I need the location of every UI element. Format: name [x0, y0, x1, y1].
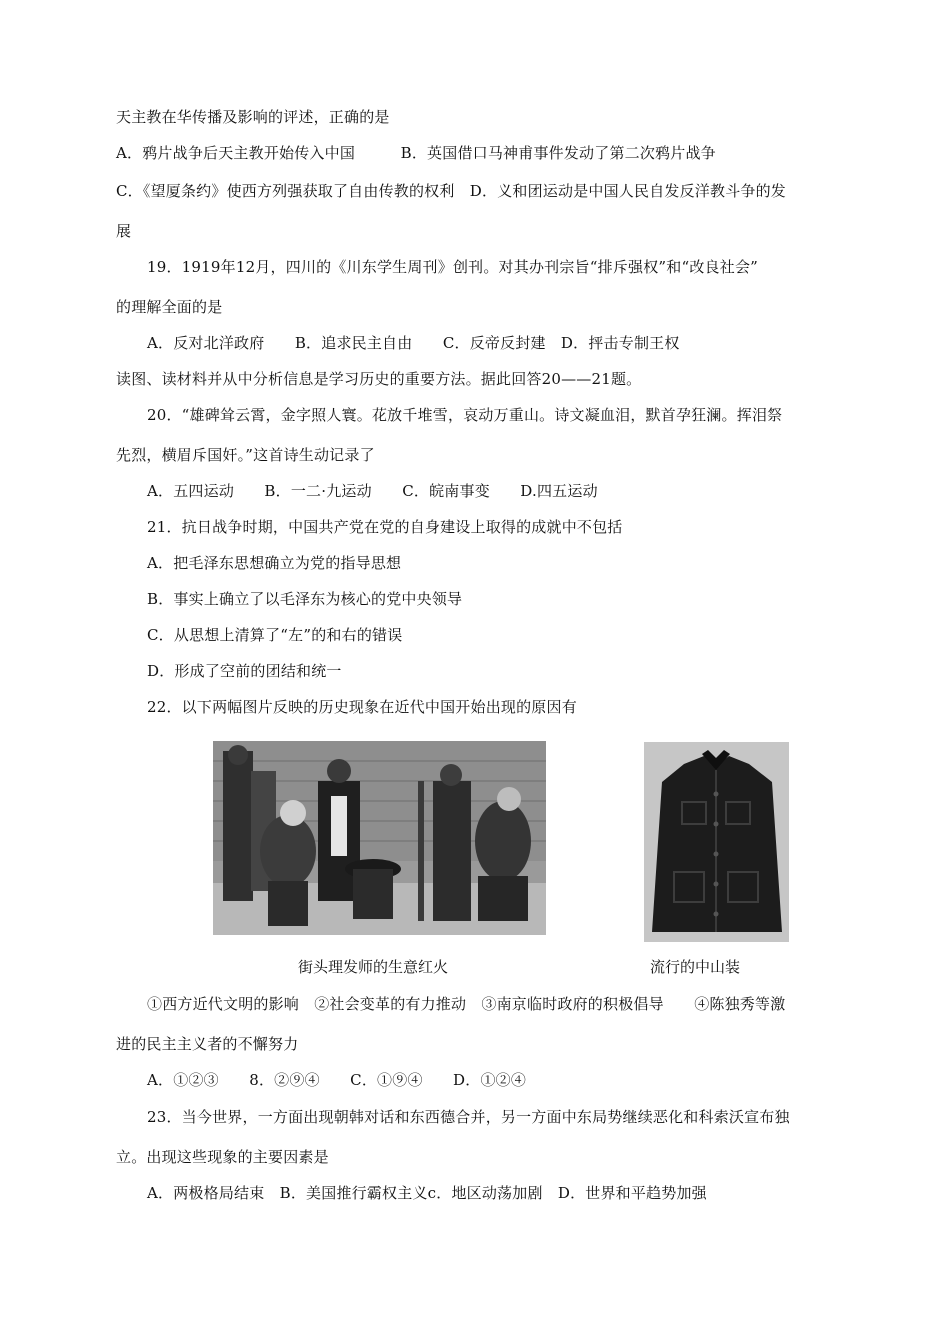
q18-options-cd-cont: 展: [116, 222, 132, 240]
q22-options: A．①②③ 8．②⑨④ C．①⑨④ D．①②④: [147, 1071, 527, 1089]
q19-stem: 19．1919年12月，四川的《川东学生周刊》创刊。对其办刊宗旨“排斥强权”和“改良社会”: [147, 258, 759, 276]
q22-stem: 22．以下两幅图片反映的历史现象在近代中国开始出现的原因有: [147, 698, 577, 716]
q18-stem: 天主教在华传播及影响的评述，正确的是: [116, 108, 390, 126]
zhongshan-suit-photo: [644, 742, 789, 942]
q19-stem-cont: 的理解全面的是: [116, 298, 223, 316]
q21-option-b: B．事实上确立了以毛泽东为核心的党中央领导: [147, 590, 463, 608]
q19-options: A．反对北洋政府 B．追求民主自由 C．反帝反封建 D．抨击专制王权: [147, 334, 680, 352]
q18-options-cd: C．《望厦条约》使西方列强获取了自由传教的权利 D．义和团运动是中国人民自发反洋教斗争的发: [116, 182, 787, 200]
section-intro: 读图、读材料并从中分析信息是学习历史的重要方法。据此回答20——21题。: [116, 370, 642, 388]
q20-stem: 20．“雄碑耸云霄，金字照人寰。花放千堆雪，哀动万重山。诗文凝血泪，默首孕狂澜。挥泪祭: [147, 406, 783, 424]
q22-reasons-cont: 进的民主主义者的不懈努力: [116, 1035, 299, 1053]
q18-options-ab: A．鸦片战争后天主教开始传入中国 B．英国借口马神甫事件发动了第二次鸦片战争: [116, 144, 716, 162]
q23-options: A．两极格局结束 B．美国推行霸权主义c．地区动荡加剧 D．世界和平趋势加强: [147, 1184, 707, 1202]
q23-stem-cont: 立。出现这些现象的主要因素是: [116, 1148, 329, 1166]
street-barber-photo: [213, 741, 546, 935]
q23-stem: 23．当今世界，一方面出现朝韩对话和东西德合并，另一方面中东局势继续恶化和科索沃宣布独: [147, 1108, 790, 1126]
q20-stem-cont: 先烈，横眉斥国奸。”这首诗生动记录了: [116, 446, 375, 464]
q22-reasons: ①西方近代文明的影响 ②社会变革的有力推动 ③南京临时政府的积极倡导 ④陈独秀等激: [147, 995, 786, 1013]
caption-left: 街头理发师的生意红火: [298, 958, 449, 976]
q21-stem: 21．抗日战争时期，中国共产党在党的自身建设上取得的成就中不包括: [147, 518, 623, 536]
q21-option-d: D．形成了空前的团结和统一: [147, 662, 342, 680]
caption-right: 流行的中山装: [650, 958, 741, 976]
q21-option-c: C．从思想上清算了“左”的和右的错误: [147, 626, 403, 644]
q21-option-a: A．把毛泽东思想确立为党的指导思想: [147, 554, 402, 572]
q20-options: A．五四运动 B．一二·九运动 C．皖南事变 D.四五运动: [147, 482, 598, 500]
